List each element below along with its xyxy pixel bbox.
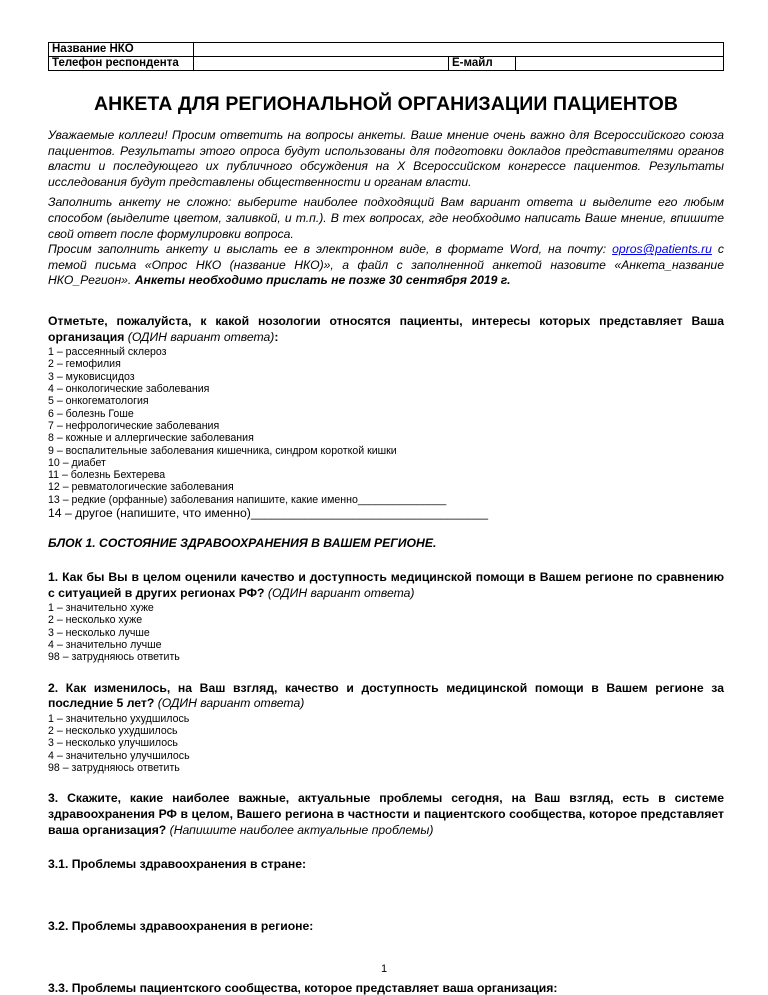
option[interactable]: 98 – затрудняюсь ответить <box>48 651 180 664</box>
option[interactable]: 3 – муковисцидоз <box>48 370 135 383</box>
question-3-2: 3.2. Проблемы здравоохранения в регионе: <box>48 919 314 934</box>
option[interactable]: 12 – ревматологические заболевания <box>48 481 234 494</box>
intro-submit-text: Просим заполнить анкету и выслать ее в электронном виде, в формате Word, на почту: <box>48 242 613 257</box>
question-text: 1. Как бы Вы в целом оценили качество и доступность медицинской помощи в Вашем регионе по сравнению с ситуацией в других регионах РФ? <box>48 569 724 600</box>
question-hint: (Напишите наиболее актуальные проблемы) <box>169 822 434 837</box>
intro-paragraph-1: Уважаемые коллеги! Просим ответить на вопросы анкеты. Ваше мнение очень важно для Всероссийского союза пациентов. Результаты этого опроса будут использованы для подготовки докладов представителями органов власти и последующего их публичного обсуждения на X Всероссийском конгрессе пациентов. Результаты исследования будут представлены общественности и органам власти. <box>48 128 724 189</box>
document-page <box>48 42 724 995</box>
phone-field[interactable] <box>194 57 449 71</box>
option[interactable]: 98 – затрудняюсь ответить <box>48 762 180 775</box>
option[interactable]: 2 – несколько ухудшилось <box>48 725 178 738</box>
option[interactable]: 1 – рассеянный склероз <box>48 346 167 359</box>
question-text: 3. Скажите, какие наиболее важные, актуальные проблемы сегодня, на Ваш взгляд, есть в системе здравоохранения РФ в целом, Вашего региона в частности и пациентского сообщества, которое представляет ваша организация? <box>48 791 724 837</box>
question-text: 2. Как изменилось, на Ваш взгляд, качество и доступность медицинской помощи в Вашем регионе за последние 5 лет? <box>48 680 724 711</box>
option[interactable]: 14 – другое (напишите, что именно)___________________________________ <box>48 505 489 520</box>
org-name-label: Название НКО <box>49 43 194 57</box>
question-colon: : <box>274 329 279 344</box>
option[interactable]: 3 – несколько лучше <box>48 626 150 639</box>
question-3-1: 3.1. Проблемы здравоохранения в стране: <box>48 857 307 872</box>
block-1-heading: БЛОК 1. СОСТОЯНИЕ ЗДРАВООХРАНЕНИЯ В ВАШЕМ РЕГИОНЕ. <box>48 535 437 550</box>
option[interactable]: 1 – значительно ухудшилось <box>48 712 190 725</box>
option[interactable]: 2 – несколько хуже <box>48 614 143 627</box>
option[interactable]: 2 – гемофилия <box>48 358 121 371</box>
question-3 <box>48 791 724 838</box>
deadline-text: Анкеты необходимо прислать не позже 30 сентября 2019 г. <box>134 273 511 288</box>
question-1 <box>48 570 724 601</box>
email-label: Е-майл <box>449 57 516 71</box>
question-hint: (ОДИН вариант ответа) <box>267 585 415 600</box>
option[interactable]: 13 – редкие (орфанные) заболевания напишите, какие именно_______________ <box>48 493 447 506</box>
question-hint: (ОДИН вариант ответа) <box>157 696 305 711</box>
question-1-options <box>48 602 724 663</box>
question-nosology <box>48 314 724 345</box>
option[interactable]: 3 – несколько улучшилось <box>48 737 178 750</box>
option[interactable]: 11 – болезнь Бехтерева <box>48 469 166 482</box>
question-2 <box>48 681 724 712</box>
email-link[interactable]: opros@patients.ru <box>612 242 712 257</box>
answer-area-3-1[interactable] <box>48 871 724 919</box>
option[interactable]: 6 – болезнь Гоше <box>48 407 134 420</box>
phone-label: Телефон респондента <box>49 57 194 71</box>
option[interactable]: 4 – онкологические заболевания <box>48 383 210 396</box>
intro-subject-text: с темой письма «Опрос НКО (название НКО)», а файл с заполненной анкетой назовите «Анкета_название НКО_Регион». <box>48 242 725 288</box>
intro-instructions: Заполнить анкету не сложно: выберите наиболее подходящий Вам вариант ответа и выделите его любым способом (выделите цветом, заливкой, и т.п.). В тех вопросах, где необходимо написать Ваше мнение, впишите свой ответ после формулировки вопроса. <box>48 195 724 241</box>
question-hint: (ОДИН вариант ответа) <box>127 329 275 344</box>
option[interactable]: 7 – нефрологические заболевания <box>48 419 220 432</box>
nosology-options <box>48 346 724 520</box>
option[interactable]: 8 – кожные и аллергические заболевания <box>48 432 254 445</box>
question-text: Отметьте, пожалуйста, к какой нозологии относятся пациенты, интересы которых представляет Ваша организация <box>48 313 724 344</box>
option[interactable]: 4 – значительно улучшилось <box>48 749 190 762</box>
email-field[interactable] <box>516 57 724 71</box>
option[interactable]: 9 – воспалительные заболевания кишечника, синдром короткой кишки <box>48 444 397 457</box>
question-3-3: 3.3. Проблемы пациентского сообщества, которое представляет ваша организация: <box>48 981 558 995</box>
option[interactable]: 5 – онкогематология <box>48 395 149 408</box>
option[interactable]: 1 – значительно хуже <box>48 602 154 615</box>
org-name-field[interactable] <box>194 43 724 57</box>
respondent-info-table <box>48 42 724 71</box>
question-2-options <box>48 713 724 774</box>
option[interactable]: 10 – диабет <box>48 456 106 469</box>
page-title: АНКЕТА ДЛЯ РЕГИОНАЛЬНОЙ ОРГАНИЗАЦИИ ПАЦИЕНТОВ <box>93 93 679 115</box>
option[interactable]: 4 – значительно лучше <box>48 639 162 652</box>
page-number: 1 <box>380 963 388 975</box>
intro-paragraph-2 <box>48 195 724 289</box>
